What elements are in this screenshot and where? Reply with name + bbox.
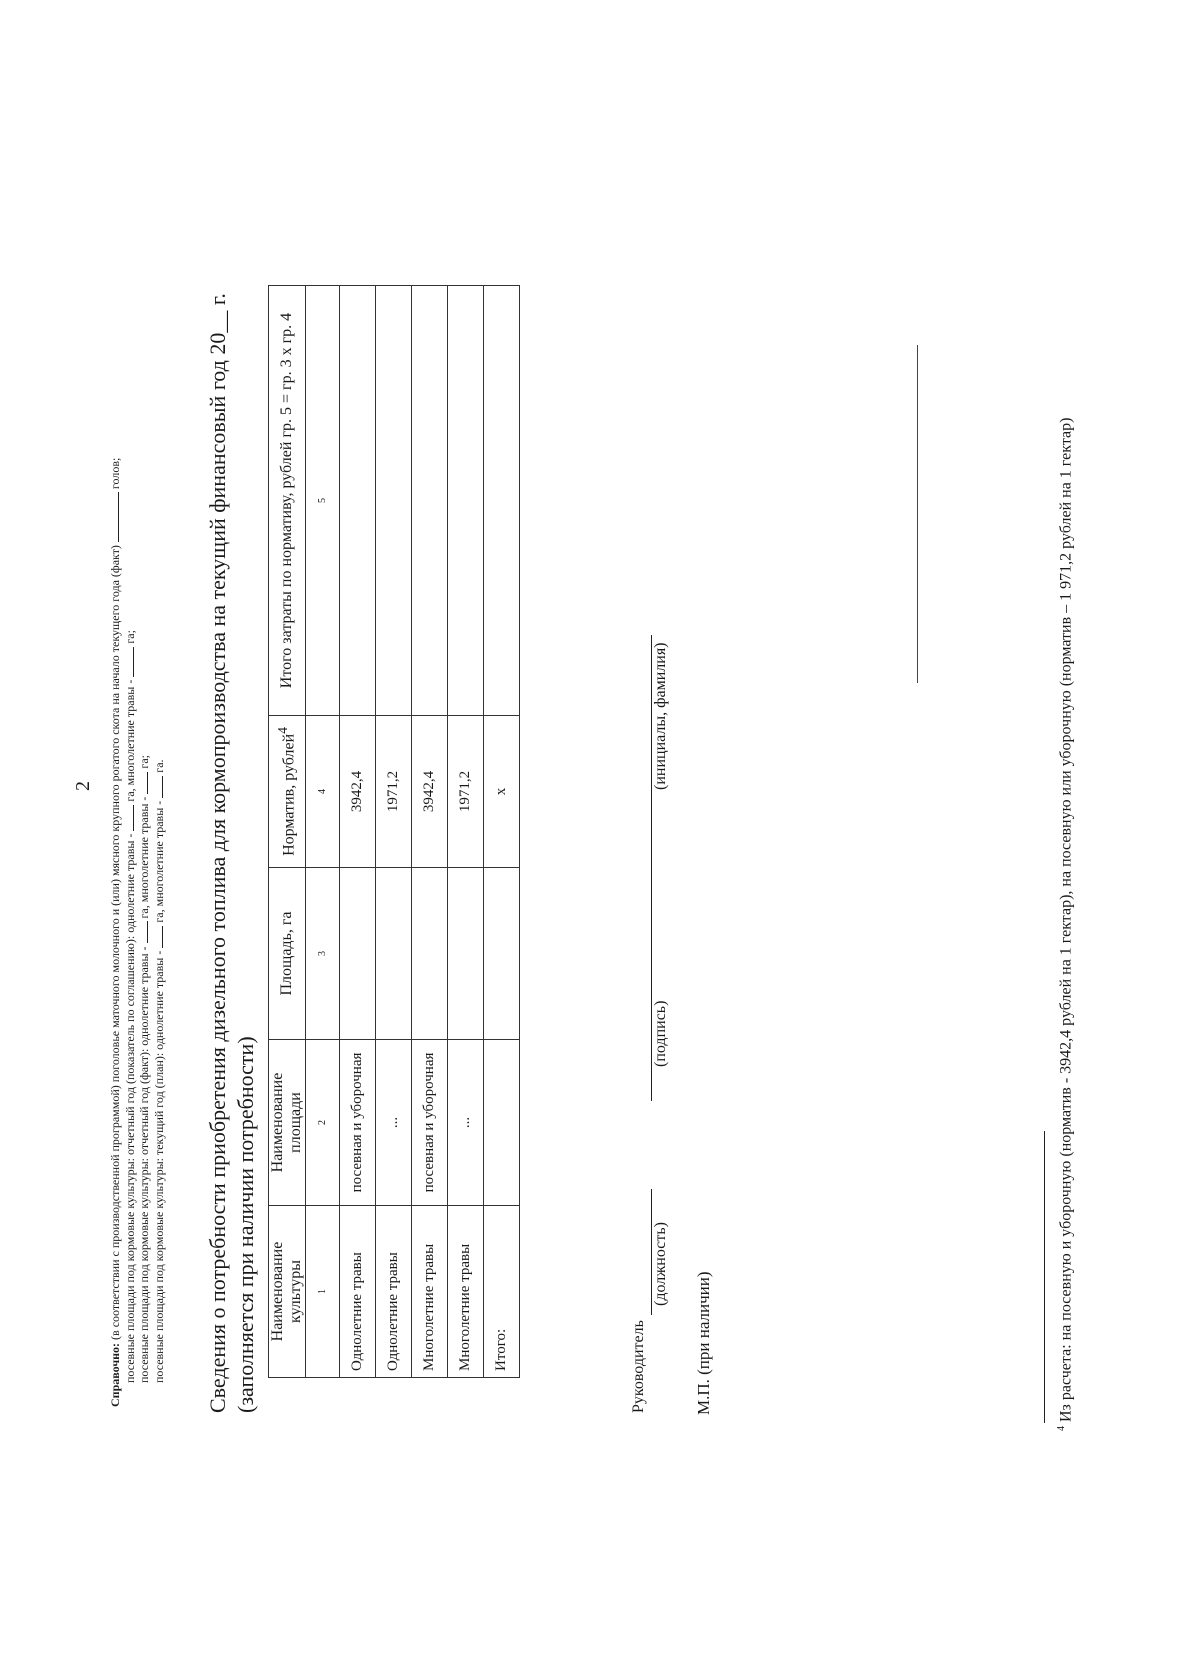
separator-line	[917, 345, 918, 683]
cell-crop: Многолетние травы	[412, 1206, 448, 1378]
cell-norm: 1971,2	[448, 716, 484, 868]
cell-area	[484, 868, 520, 1040]
table-row	[340, 286, 376, 1378]
blank-field	[123, 805, 134, 831]
signature-label: Руководитель	[630, 1320, 647, 1413]
header-total-cost: Итого затраты по нормативу, рублей гр. 5 = гр. 3 х гр. 4	[269, 286, 306, 716]
header-area-name: Наименование площади	[269, 1040, 306, 1206]
cell-norm: x	[484, 716, 520, 868]
header-area-ha: Площадь, га	[269, 868, 306, 1040]
header-crop-name: Наименование культуры	[269, 1206, 306, 1378]
cell-area	[412, 868, 448, 1040]
footnote-rule	[1044, 1131, 1045, 1423]
cell-total	[340, 286, 376, 716]
document-title: Сведения о потребности приобретения дизельного топлива для кормопроизводства на текущий финансовый год 20__ г. (заполняется при наличии потребности)	[205, 293, 258, 1413]
table-row	[448, 286, 484, 1378]
cell-total-label: Итого:	[484, 1206, 520, 1378]
column-number: 4	[306, 716, 340, 868]
cell-area-name: посевная и уборочная	[340, 1040, 376, 1206]
cell-total	[412, 286, 448, 716]
position-caption: (должность)	[652, 1222, 669, 1306]
footnote-number: 4	[1056, 1426, 1067, 1431]
reference-line-1: Справочно: (в соответствии с производственной программой) поголовье маточного молочного и (или) мясного крупного рогатого скота на начало текущего года (факт) голов;	[108, 457, 122, 1407]
blank-field	[152, 776, 163, 798]
column-number: 2	[306, 1040, 340, 1206]
blank-field	[108, 492, 119, 542]
cell-area-name	[484, 1040, 520, 1206]
cell-area	[448, 868, 484, 1040]
name-caption: (инициалы, фамилия)	[652, 642, 669, 790]
column-number: 1	[306, 1206, 340, 1378]
blank-field	[137, 921, 148, 943]
stamp-label: М.П. (при наличии)	[694, 1271, 713, 1415]
table-total-row	[484, 286, 520, 1378]
cell-crop: Однолетние травы	[376, 1206, 412, 1378]
footnote	[1056, 418, 1075, 1431]
cell-norm: 3942,4	[412, 716, 448, 868]
table-row	[412, 286, 448, 1378]
page-number: 2	[72, 781, 94, 791]
cell-norm: 1971,2	[376, 716, 412, 868]
cell-crop: Многолетние травы	[448, 1206, 484, 1378]
cell-area-name: ...	[448, 1040, 484, 1206]
cell-area	[376, 868, 412, 1040]
cell-area	[340, 868, 376, 1040]
cell-area-name: посевная и уборочная	[412, 1040, 448, 1206]
cell-area-name: ...	[376, 1040, 412, 1206]
column-number: 3	[306, 868, 340, 1040]
reference-line-3: посевные площади под кормовые культуры: отчетный год (факт): однолетние травы - га, многолетние травы - га;	[137, 754, 151, 1383]
signature-caption: (подпись)	[652, 1000, 669, 1067]
blank-field	[137, 772, 148, 794]
column-number-row	[306, 286, 340, 1378]
table-header-row	[269, 286, 306, 1378]
footnote-mark: 4	[275, 727, 291, 734]
table-row	[376, 286, 412, 1378]
cell-crop: Однолетние травы	[340, 1206, 376, 1378]
cell-total	[484, 286, 520, 716]
blank-field	[123, 647, 134, 677]
cell-norm: 3942,4	[340, 716, 376, 868]
blank-field	[152, 926, 163, 948]
reference-line-2: посевные площади под кормовые культуры: отчетный год (показатель по соглашению): однолетние травы - га, многолетние травы - га;	[122, 630, 137, 1383]
footnote-text: Из расчета: на посевную и уборочную (норматив - 3942,4 рублей на 1 гектар), на посевную или уборочную (норматив – 1 971,2 рублей на 1 гектар)	[1057, 417, 1075, 1422]
column-number: 5	[306, 286, 340, 716]
reference-line-4: посевные площади под кормовые культуры: текущий год (план): однолетние травы - га, многолетние травы - га.	[151, 759, 166, 1383]
fuel-requirements-table	[268, 285, 520, 1378]
header-norm: Норматив, рублей$^4$	[269, 716, 306, 868]
reference-block	[108, 458, 166, 1407]
cell-total	[376, 286, 412, 716]
cell-total	[448, 286, 484, 716]
reference-label: Справочно:	[108, 1342, 122, 1407]
